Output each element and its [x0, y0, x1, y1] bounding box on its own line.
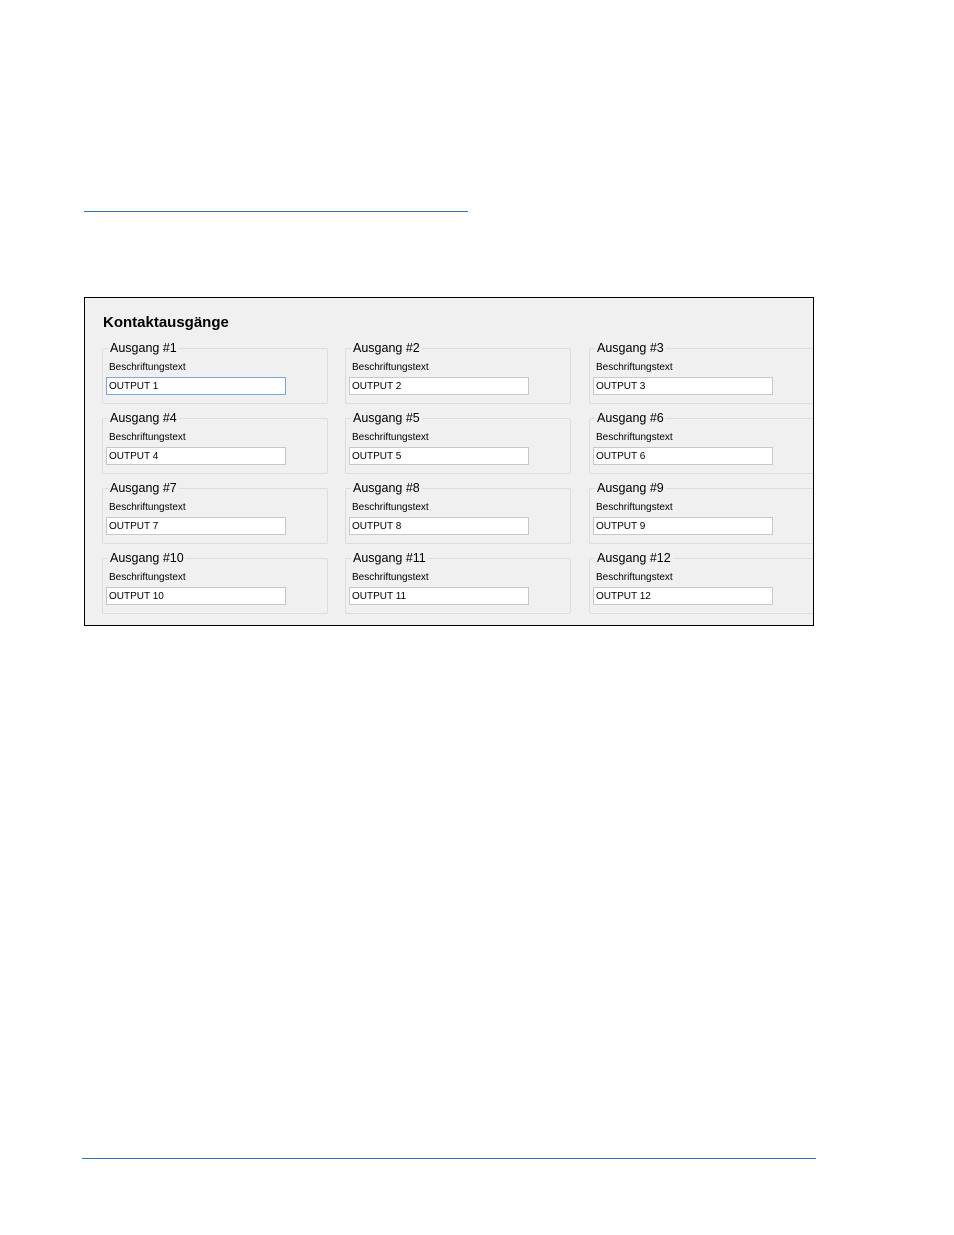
output-group-legend: Ausgang #4 [110, 411, 177, 425]
output-group-7 [102, 481, 328, 544]
output-group-1 [102, 341, 328, 404]
output-group-12 [589, 551, 814, 614]
output-2-label-input[interactable] [349, 377, 529, 395]
label-text-caption: Beschriftungstext [596, 572, 673, 583]
label-text-caption: Beschriftungstext [109, 502, 186, 513]
footer-rule [82, 1158, 816, 1159]
label-text-caption: Beschriftungstext [352, 362, 429, 373]
label-text-caption: Beschriftungstext [596, 502, 673, 513]
label-text-caption: Beschriftungstext [352, 572, 429, 583]
label-text-caption: Beschriftungstext [109, 572, 186, 583]
output-group-legend: Ausgang #1 [110, 341, 177, 355]
output-group-legend: Ausgang #12 [597, 551, 671, 565]
output-10-label-input[interactable] [106, 587, 286, 605]
output-12-label-input[interactable] [593, 587, 773, 605]
output-group-9 [589, 481, 814, 544]
contact-outputs-panel [84, 297, 814, 626]
label-text-caption: Beschriftungstext [352, 502, 429, 513]
output-8-label-input[interactable] [349, 517, 529, 535]
output-5-label-input[interactable] [349, 447, 529, 465]
output-group-6 [589, 411, 814, 474]
output-group-legend: Ausgang #7 [110, 481, 177, 495]
header-rule [84, 211, 468, 212]
output-group-legend: Ausgang #5 [353, 411, 420, 425]
output-group-10 [102, 551, 328, 614]
label-text-caption: Beschriftungstext [352, 432, 429, 443]
output-group-legend: Ausgang #8 [353, 481, 420, 495]
output-3-label-input[interactable] [593, 377, 773, 395]
label-text-caption: Beschriftungstext [109, 362, 186, 373]
output-group-legend: Ausgang #2 [353, 341, 420, 355]
output-group-legend: Ausgang #9 [597, 481, 664, 495]
output-group-11 [345, 551, 571, 614]
label-text-caption: Beschriftungstext [109, 432, 186, 443]
output-group-8 [345, 481, 571, 544]
output-group-legend: Ausgang #11 [353, 551, 426, 565]
output-group-4 [102, 411, 328, 474]
output-9-label-input[interactable] [593, 517, 773, 535]
output-group-legend: Ausgang #6 [597, 411, 664, 425]
output-1-label-input[interactable] [106, 377, 286, 395]
output-7-label-input[interactable] [106, 517, 286, 535]
output-6-label-input[interactable] [593, 447, 773, 465]
output-group-2 [345, 341, 571, 404]
output-group-5 [345, 411, 571, 474]
output-11-label-input[interactable] [349, 587, 529, 605]
output-group-legend: Ausgang #10 [110, 551, 184, 565]
output-group-legend: Ausgang #3 [597, 341, 664, 355]
label-text-caption: Beschriftungstext [596, 432, 673, 443]
output-4-label-input[interactable] [106, 447, 286, 465]
panel-title: Kontaktausgänge [103, 314, 229, 331]
output-group-3 [589, 341, 814, 404]
label-text-caption: Beschriftungstext [596, 362, 673, 373]
